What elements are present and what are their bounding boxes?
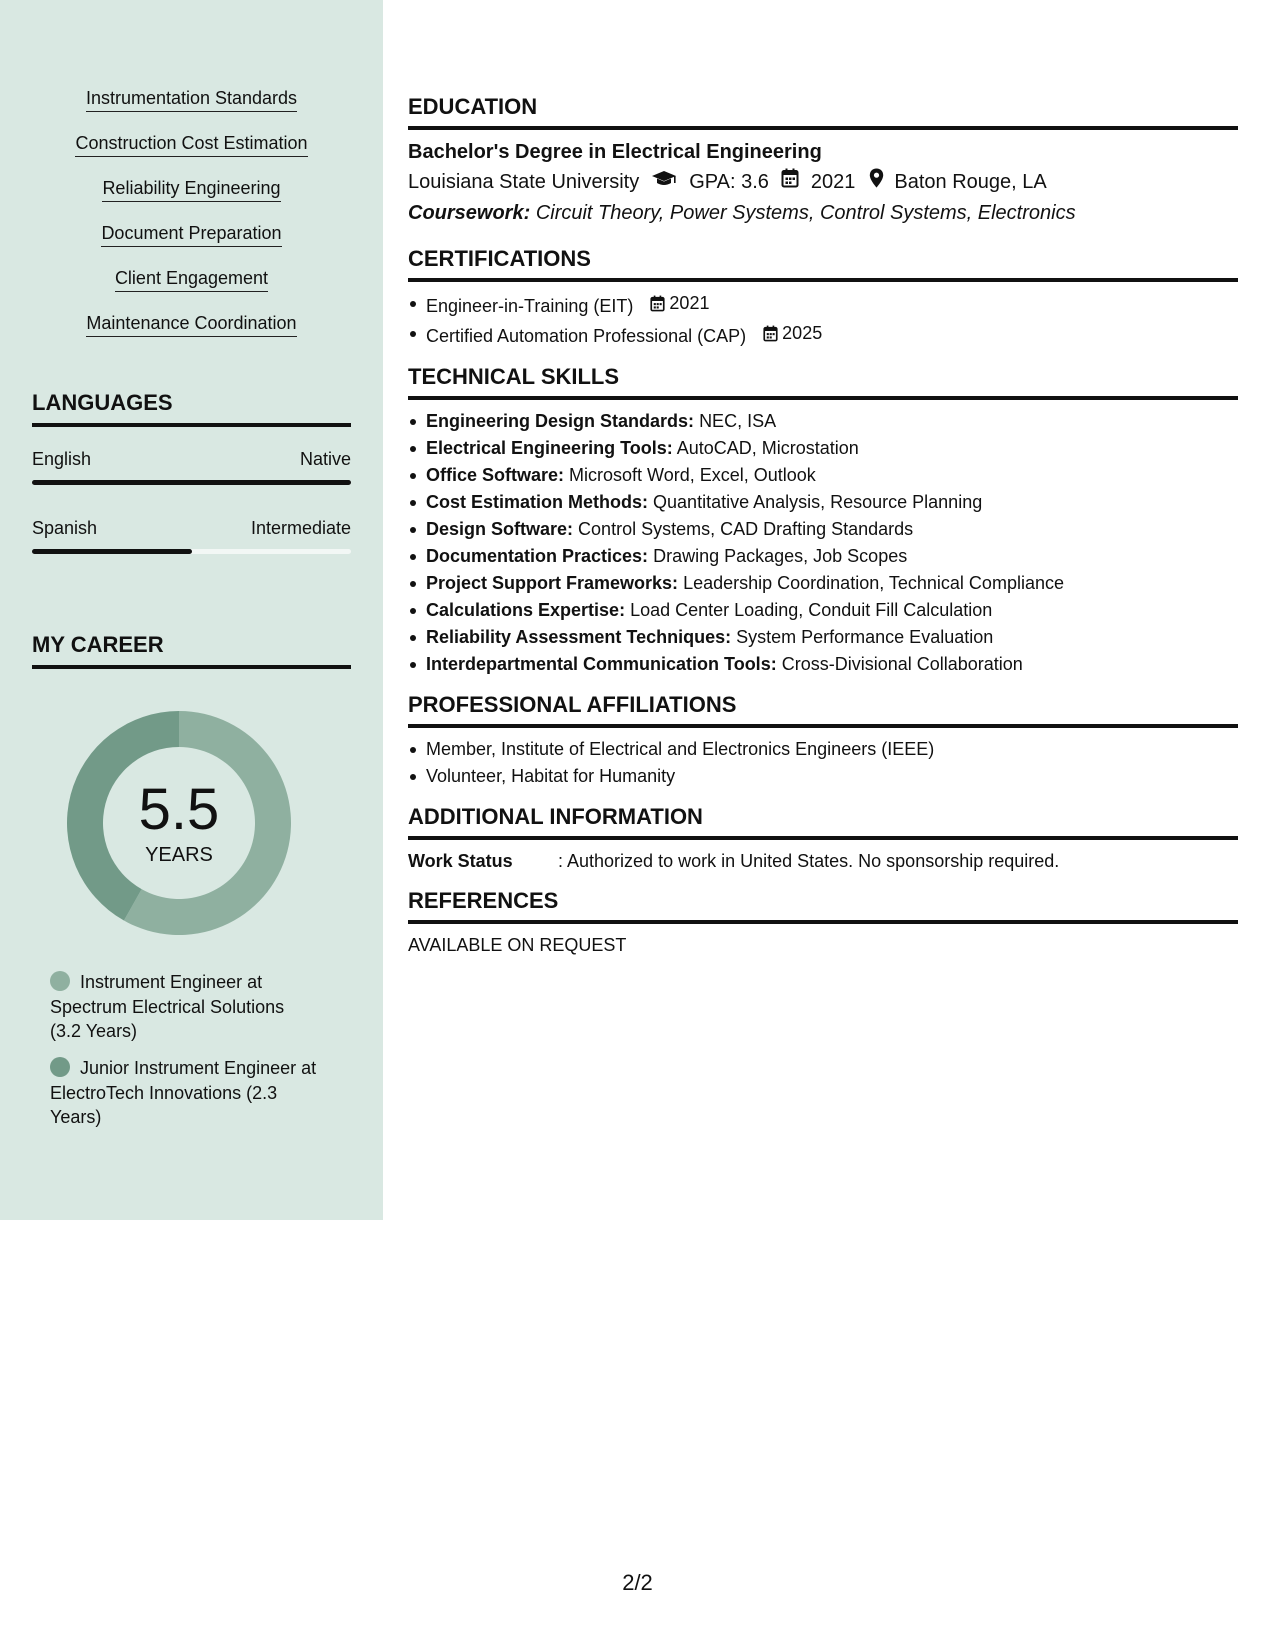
career-years-unit: YEARS: [145, 844, 213, 866]
school-name: Louisiana State University: [408, 171, 640, 193]
certifications-list: [408, 290, 1238, 350]
skill-label: Project Support Frameworks:: [426, 573, 679, 593]
skill-label: Documentation Practices:: [426, 546, 649, 566]
skill-value: NEC, ISA: [699, 411, 777, 431]
certification-name: Engineer-in-Training (EIT): [426, 296, 634, 316]
skill-tag: Maintenance Coordination: [86, 311, 296, 337]
section-title: REFERENCES: [408, 888, 1238, 924]
list-item: [408, 597, 1238, 624]
technical-skills-list: [408, 408, 1238, 678]
skill-label: Cost Estimation Methods:: [426, 492, 649, 512]
certification-name: Certified Automation Professional (CAP): [426, 326, 747, 346]
coursework-list: Circuit Theory, Power Systems, Control Systems, Electronics: [535, 202, 1076, 224]
list-item: [408, 320, 1238, 350]
technical-skills-section: [408, 364, 1238, 678]
language-level: Intermediate: [250, 518, 351, 538]
language-bar-track: [32, 549, 351, 554]
skill-value: Control Systems, CAD Drafting Standards: [578, 519, 914, 539]
skill-label: Design Software:: [426, 519, 574, 539]
calendar-icon: [781, 166, 799, 198]
list-item: [408, 651, 1238, 678]
coursework-line: [408, 198, 1238, 228]
page-number: 2/2: [622, 1570, 653, 1595]
skill-label: Interdepartmental Communication Tools:: [426, 654, 777, 674]
career-heading: MY CAREER: [32, 632, 351, 669]
references-section: [408, 888, 1238, 958]
list-item: Member, Institute of Electrical and Electronics Engineers (IEEE): [408, 736, 1238, 763]
list-item: [408, 462, 1238, 489]
language-row-spanish: [32, 518, 351, 558]
career-item-text: Instrument Engineer at Spectrum Electrical Solutions (3.2 Years): [50, 972, 285, 1041]
language-bar-fill: [32, 480, 351, 485]
list-item: [408, 435, 1238, 462]
coursework-label: Coursework:: [408, 202, 531, 224]
skill-label: Engineering Design Standards:: [426, 411, 695, 431]
skill-label: Reliability Assessment Techniques:: [426, 627, 732, 647]
work-status-value: : Authorized to work in United States. No sponsorship required.: [558, 851, 1060, 871]
skill-label: Office Software:: [426, 465, 565, 485]
career-legend-dot: [50, 1057, 70, 1077]
language-name: Spanish: [32, 518, 98, 538]
list-item: [408, 489, 1238, 516]
education-details: [408, 166, 1238, 198]
certification-year: 2025: [782, 323, 823, 343]
list-item: [408, 624, 1238, 651]
skill-tag: Document Preparation: [101, 221, 281, 247]
career-item-text: Junior Instrument Engineer at ElectroTech Innovations (2.3 Years): [50, 1058, 317, 1127]
skill-tag: Construction Cost Estimation: [75, 131, 307, 157]
section-title: TECHNICAL SKILLS: [408, 364, 1238, 400]
section-title: ADDITIONAL INFORMATION: [408, 804, 1238, 840]
graduation-cap-icon: [651, 166, 677, 198]
skill-value: Drawing Packages, Job Scopes: [653, 546, 908, 566]
work-status-row: [408, 848, 1238, 874]
degree-title: Bachelor's Degree in Electrical Engineering: [408, 141, 822, 163]
languages-heading: LANGUAGES: [32, 390, 351, 427]
calendar-icon: [763, 325, 778, 342]
skill-value: Cross-Divisional Collaboration: [781, 654, 1023, 674]
calendar-icon: [650, 295, 665, 312]
language-bar-fill: [32, 549, 192, 554]
career-legend-dot: [50, 971, 70, 991]
section-title: PROFESSIONAL AFFILIATIONS: [408, 692, 1238, 728]
references-text: AVAILABLE ON REQUEST: [408, 935, 627, 955]
skill-tag: Instrumentation Standards: [86, 86, 297, 112]
career-item: [50, 970, 320, 1044]
skill-tags-list: [0, 86, 383, 356]
skill-value: Leadership Coordination, Technical Compliance: [683, 573, 1064, 593]
location-pin-icon: [869, 166, 884, 198]
skill-value: Load Center Loading, Conduit Fill Calculation: [630, 600, 993, 620]
language-bar-track: [32, 480, 351, 485]
main-content: [408, 94, 1238, 976]
section-title: EDUCATION: [408, 94, 1238, 130]
certifications-section: [408, 246, 1238, 350]
affiliations-section: [408, 692, 1238, 790]
language-name: English: [32, 449, 92, 469]
career-total-years: 5.5: [138, 777, 220, 842]
section-title: CERTIFICATIONS: [408, 246, 1238, 282]
skill-value: System Performance Evaluation: [736, 627, 994, 647]
graduation-year: 2021: [810, 171, 856, 193]
skill-value: AutoCAD, Microstation: [676, 438, 859, 458]
list-item: [408, 290, 1238, 320]
education-section: [408, 94, 1238, 228]
gpa: GPA: 3.6: [689, 171, 769, 193]
additional-info-section: [408, 804, 1238, 874]
sidebar: [0, 0, 383, 1220]
career-item: [50, 1056, 320, 1130]
skill-label: Electrical Engineering Tools:: [426, 438, 673, 458]
list-item: [408, 516, 1238, 543]
work-status-label: Work Status: [408, 851, 513, 871]
skill-value: Microsoft Word, Excel, Outlook: [569, 465, 816, 485]
school-location: Baton Rouge, LA: [894, 171, 1047, 193]
list-item: Volunteer, Habitat for Humanity: [408, 763, 1238, 790]
list-item: [408, 408, 1238, 435]
list-item: [408, 543, 1238, 570]
skill-tag: Reliability Engineering: [102, 176, 280, 202]
career-donut-chart: [64, 708, 294, 938]
language-row-english: [32, 449, 351, 489]
list-item: [408, 570, 1238, 597]
skill-label: Calculations Expertise:: [426, 600, 626, 620]
certification-year: 2021: [669, 293, 710, 313]
language-level: Native: [299, 449, 351, 469]
skill-value: Quantitative Analysis, Resource Planning: [653, 492, 983, 512]
affiliations-list: [408, 736, 1238, 790]
skill-tag: Client Engagement: [115, 266, 268, 292]
